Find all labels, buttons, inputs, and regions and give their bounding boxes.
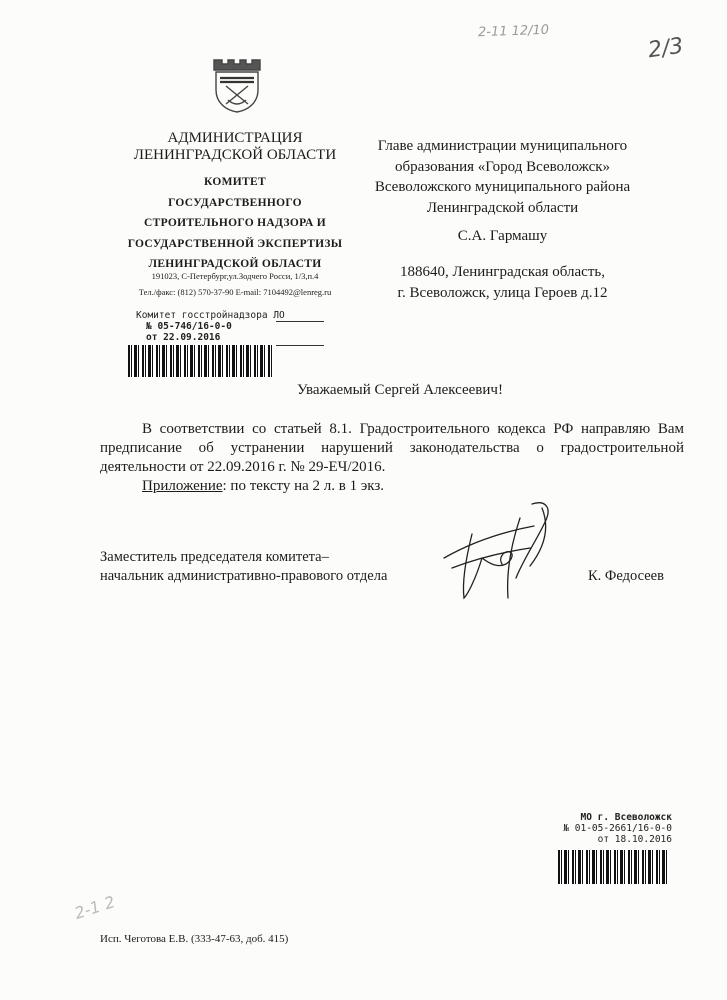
in-stamp-barcode xyxy=(558,850,668,884)
committee-line-2: ГОСУДАРСТВЕННОГО xyxy=(168,196,302,209)
sender-address: 191023, С-Петербург,ул.Зодчего Росси, 1/3,п.4 xyxy=(151,271,319,281)
committee-line-1: КОМИТЕТ xyxy=(204,176,266,188)
sender-org-line1: АДМИНИСТРАЦИЯ xyxy=(167,130,303,146)
in-stamp-line2: № 01-05-2661/16-0-0 xyxy=(563,823,672,834)
signer-position-line2: начальник административно-правового отдела xyxy=(100,568,388,584)
blank-line-1 xyxy=(276,321,324,322)
recipient-line-3: Всеволожского муниципального района xyxy=(374,179,631,195)
recipient-line-2: образования «Город Всеволожск» xyxy=(394,158,611,175)
out-stamp-line1: Комитет госстройнадзора ЛО xyxy=(136,310,285,321)
out-stamp-barcode xyxy=(128,345,274,377)
handwritten-signature xyxy=(432,498,582,608)
executor-line: Исп. Чеготова Е.В. (333-47-63, доб. 415) xyxy=(100,933,289,945)
handwritten-note-corner: 2/3 xyxy=(646,33,685,64)
body-paragraph: В соответствии со статьей 8.1. Градостроительного кодекса РФ направляю Вам предписание об устранении нарушений законодательства о градостроительной деятельности от 22.09.2016 г. № 29-ЕЧ/2016. xyxy=(100,421,684,475)
blank-line-2 xyxy=(276,345,324,346)
attachment-text: : по тексту на 2 л. в 1 экз. xyxy=(222,478,385,494)
committee-line-3: СТРОИТЕЛЬНОГО НАДЗОРА И xyxy=(144,217,326,229)
recipient-line-1: Главе администрации муниципального xyxy=(377,138,628,154)
out-stamp-line2: № 05-746/16-0-0 xyxy=(146,321,232,332)
committee-line-5: ЛЕНИНГРАДСКОЙ ОБЛАСТИ xyxy=(148,258,322,270)
attachment-label: Приложение xyxy=(142,478,223,494)
sender-contacts: Тел./факс: (812) 570-37-90 E-mail: 7104492@lenreg.ru xyxy=(138,287,332,297)
recipient-name: С.А. Гармашу xyxy=(457,228,548,244)
in-stamp-line3: от 18.10.2016 xyxy=(597,834,672,845)
sender-org-line2: ЛЕНИНГРАДСКОЙ ОБЛАСТИ xyxy=(133,147,337,163)
recipient-address-line-1: 188640, Ленинградская область, xyxy=(400,264,605,280)
salutation: Уважаемый Сергей Алексеевич! xyxy=(297,382,503,398)
recipient-address-line-2: г. Всеволожск, улица Героев д.12 xyxy=(397,284,608,301)
recipient-line-4: Ленинградской области xyxy=(426,199,579,216)
in-stamp-line1: МО г. Всеволожск xyxy=(580,812,672,823)
committee-line-4: ГОСУДАРСТВЕННОЙ ЭКСПЕРТИЗЫ xyxy=(127,237,343,250)
handwritten-note-bottom: 2-1 2 xyxy=(72,892,118,923)
signer-position-line1: Заместитель председателя комитета– xyxy=(100,549,329,565)
out-stamp-line3: от 22.09.2016 xyxy=(146,332,221,343)
handwritten-note-top: 2-11 12/10 xyxy=(477,22,550,41)
signer-name: К. Федосеев xyxy=(588,568,664,584)
coat-of-arms-icon xyxy=(208,56,266,114)
